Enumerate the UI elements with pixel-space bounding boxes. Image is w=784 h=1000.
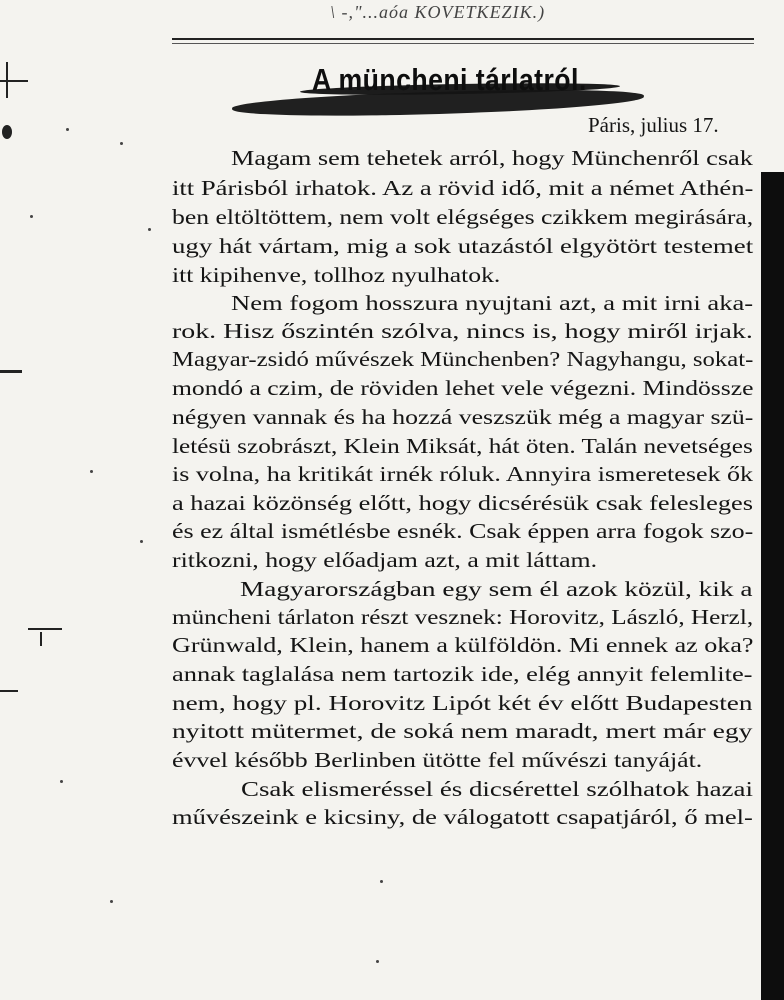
article-line: ben eltöltöttem, nem volt elégséges czikkem megirására,	[172, 205, 754, 229]
header-rule	[172, 38, 754, 40]
binding-shadow	[761, 172, 784, 1000]
article-line: és ez által ismétlésbe esnék. Csak éppen arra fogok szo-	[172, 519, 754, 543]
article-line: itt Párisból irhatok. Az a rövid idő, mit a német Athén-	[172, 176, 754, 200]
article-line: Csak elismeréssel és dicsérettel szólhatok hazai	[241, 777, 753, 801]
scan-mark	[6, 62, 8, 98]
scan-mark	[40, 632, 42, 646]
scan-mark	[28, 628, 62, 630]
scan-dot	[380, 880, 383, 883]
scan-dot	[110, 900, 113, 903]
article-dateline: Páris, julius 17.	[588, 113, 719, 137]
article-line: Grünwald, Klein, hanem a külföldön. Mi ennek az oka?	[172, 633, 754, 657]
header-rule-thin	[172, 43, 754, 44]
article-line: Magam sem tehetek arról, hogy Münchenről csak	[231, 146, 753, 170]
article-line: Magyar-zsidó művészek Münchenben? Nagyhangu, sokat-	[172, 347, 754, 371]
article-line: ritkozni, hogy előadjam azt, a mit láttam.	[172, 548, 598, 572]
article-line: müncheni tárlaton részt vesznek: Horovitz, László, Herzl,	[172, 605, 754, 629]
article-line: mondó a czim, de röviden lehet vele végezni. Mindössze	[172, 376, 754, 400]
scan-dot	[376, 960, 379, 963]
article-title: A müncheni tárlatról.	[312, 62, 587, 97]
article-line: itt kipihenve, tollhoz nyulhatok.	[172, 263, 501, 287]
article-line: rok. Hisz őszintén szólva, nincs is, hogy miről irjak.	[172, 319, 753, 343]
scan-dot	[90, 470, 93, 473]
scan-dot	[140, 540, 143, 543]
article-line: Magyarországban egy sem él azok közül, kik a	[240, 577, 753, 601]
previous-article-ending: \ -,"...aóa KOVETKEZIK.)	[330, 2, 546, 22]
scan-dot	[148, 228, 151, 231]
article-line: letésü szobrászt, Klein Miksát, hát öten. Talán nevetséges	[172, 434, 753, 458]
article-line: négyen vannak és ha hozzá veszszük még a magyar szü-	[172, 405, 754, 429]
article-line: nyitott mütermet, de soká nem maradt, mert már egy	[172, 719, 753, 743]
scan-mark	[0, 690, 18, 692]
scan-mark	[0, 370, 22, 373]
scan-dot	[60, 780, 63, 783]
scan-mark	[2, 125, 12, 139]
article-line: Nem fogom hosszura nyujtani azt, a mit irni aka-	[231, 291, 754, 315]
article-line: annak taglalása nem tartozik ide, elég annyit felemlite-	[172, 662, 753, 686]
article-line: nem, hogy pl. Horovitz Lipót két év előtt Budapesten	[172, 691, 753, 715]
scan-dot	[66, 128, 69, 131]
scan-dot	[30, 215, 33, 218]
article-line: is volna, ha kritikát irnék róluk. Annyira ismeretesek ők	[172, 462, 754, 486]
article-line: művészeink e kicsiny, de válogatott csapatjáról, ő mel-	[172, 805, 753, 829]
scan-dot	[120, 142, 123, 145]
scan-mark	[0, 80, 28, 82]
article-line: a hazai közönség előtt, hogy dicsérésük csak felesleges	[172, 491, 754, 515]
article-line: ugy hát vártam, mig a sok utazástól elgyötört testemet	[172, 234, 754, 258]
article-line: évvel később Berlinben ütötte fel művészi tanyáját.	[172, 748, 703, 772]
